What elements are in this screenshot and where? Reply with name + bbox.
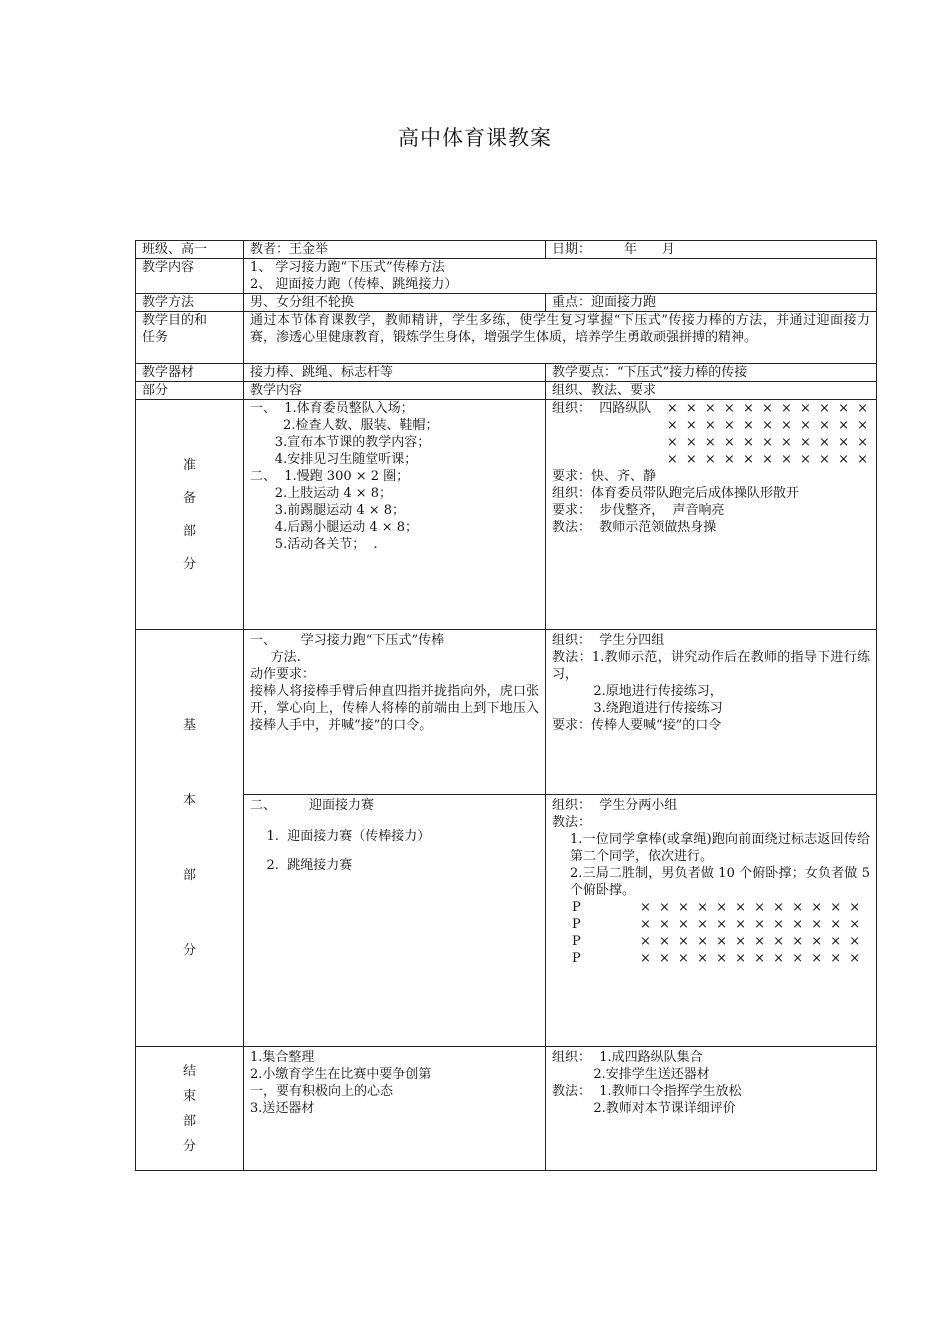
row-basic-part2: [136, 795, 877, 1047]
relay-row: P × × × × × × × × × × × ×: [572, 934, 863, 949]
relay-formation: [552, 899, 870, 967]
teaching-content-label: 教学内容: [136, 259, 244, 294]
row-ending: [136, 1047, 877, 1171]
lesson-plan-table: [135, 240, 877, 1171]
header-content: 教学内容: [244, 382, 546, 400]
equipment-label: 教学器材: [136, 364, 244, 382]
row-objectives: [136, 312, 877, 364]
prep-organization: 组织： 四路纵队 × × × × × × × × × × × × × × × × × × × × × × × × × × × × × × × × × × × × × × × × × × × × 要求：快、齐、静 组织：体育委员带队跑完后成体操队形散开 要求： 步伐整齐， 声音响亮 教法： 教师示范领做热身操: [546, 400, 877, 630]
basic-side-label: 基 本 部 分: [136, 630, 244, 1047]
teaching-essentials: 教学要点：“下压式”接力棒的传接: [546, 364, 877, 382]
formation-row: × × × × × × × × × × ×: [666, 452, 870, 467]
teacher-cell: 教者：王金举: [244, 241, 546, 259]
content-line-2: 2、 迎面接力跑（传棒、跳绳接力）: [250, 277, 458, 292]
formation-grid: [667, 400, 870, 468]
class-cell: 班级、高一: [136, 241, 244, 259]
content-line-1: 1、 学习接力跑“下压式”传棒方法: [250, 260, 445, 275]
row-basic-part1: [136, 630, 877, 795]
row-preparation: [136, 400, 877, 630]
method-label: 教学方法: [136, 294, 244, 312]
row-equipment: [136, 364, 877, 382]
relay-row: P × × × × × × × × × × × ×: [572, 951, 863, 966]
page-title: 高中体育课教案: [398, 126, 552, 150]
header-organization: 组织、教法、要求: [546, 382, 877, 400]
basic-part2-organization: 组织： 学生分两小组 教法： 1.一位同学拿棒(或拿绳)跑向前面绕过标志返回传给第二个同学，依次进行。 2.三局二胜制，男负者做 10 个俯卧撑；女负者做 5 个俯卧撑。 P × × × × × × × × × × × × P × × × × × × × × × × × × P × × × × × × × × × × × × P × × × × × × × × × × × ×: [546, 795, 877, 1047]
formation-row: × × × × × × × × × × ×: [666, 418, 870, 433]
basic-part2-content: 二、 迎面接力赛 1. 迎面接力赛（传棒接力） 2. 跳绳接力赛: [244, 795, 546, 1047]
row-headers: [136, 382, 877, 400]
end-organization: 组织： 1.成四路纵队集合 2.安排学生送还器材 教法： 1.教师口令指挥学生放松 2.教师对本节课详细评价: [546, 1047, 877, 1171]
objectives-value: 通过本节体育课教学，教师精讲，学生多练，使学生复习掌握“下压式”传接力棒的方法，并通过迎面接力赛，渗透心里健康教育，锻炼学生身体，增强学生体质，培养学生勇敢顽强拼搏的精神。: [244, 312, 877, 364]
row-class-info: [136, 241, 877, 259]
objectives-label: 教学目的和 任务: [136, 312, 244, 364]
end-content: 1.集合整理 2.小缴育学生在比赛中要争创第 一，要有积极向上的心态 3.送还器材: [244, 1047, 546, 1171]
relay-row: P × × × × × × × × × × × ×: [572, 900, 863, 915]
prep-formation: 组织： 四路纵队 × × × × × × × × × × × × × × × × × × × × × × × × × × × × × × × × × × × × × × × × × × × ×: [552, 401, 870, 467]
equipment-value: 接力棒、跳绳、标志杆等: [244, 364, 546, 382]
end-side-label: 结 束 部 分: [136, 1047, 244, 1171]
relay-row: P × × × × × × × × × × × ×: [572, 917, 863, 932]
basic-part1-organization: 组织： 学生分四组 教法：1.教师示范，讲究动作后在教师的指导下进行练习， 2.原地进行传接练习， 3.绕跑道进行传接练习 要求：传棒人要喊“接”的口令: [546, 630, 877, 795]
teaching-content-value: [244, 259, 877, 294]
header-part: 部分: [136, 382, 244, 400]
date-cell: 日期： 年 月: [546, 241, 877, 259]
row-teaching-method: [136, 294, 877, 312]
formation-row: × × × × × × × × × × ×: [666, 435, 870, 450]
basic-part1-content: 一、 学习接力跑“下压式”传棒 方法. 动作要求： 接棒人将接棒手臂后伸直四指并拢指向外，虎口张开，掌心向上，传棒人将棒的前端由上到下地压入接棒人手中，并喊“接”的口令。: [244, 630, 546, 795]
key-point: 重点：迎面接力跑: [546, 294, 877, 312]
prep-side-label: 准 备 部 分: [136, 400, 244, 630]
formation-row: × × × × × × × × × × ×: [666, 401, 870, 416]
prep-content: 一、 1.体育委员整队入场； 2.检查人数、服装、鞋帽； 3.宣布本节课的教学内容； 4.安排见习生随堂听课； 二、 1.慢跑 300 × 2 圈； 2.上肢运动 4 × 8； 3.前踢腿运动 4 × 8； 4.后踢小腿运动 4 × 8； 5.活动各关节； .: [244, 400, 546, 630]
row-teaching-content: [136, 259, 877, 294]
method-value: 男、女分组不轮换: [244, 294, 546, 312]
